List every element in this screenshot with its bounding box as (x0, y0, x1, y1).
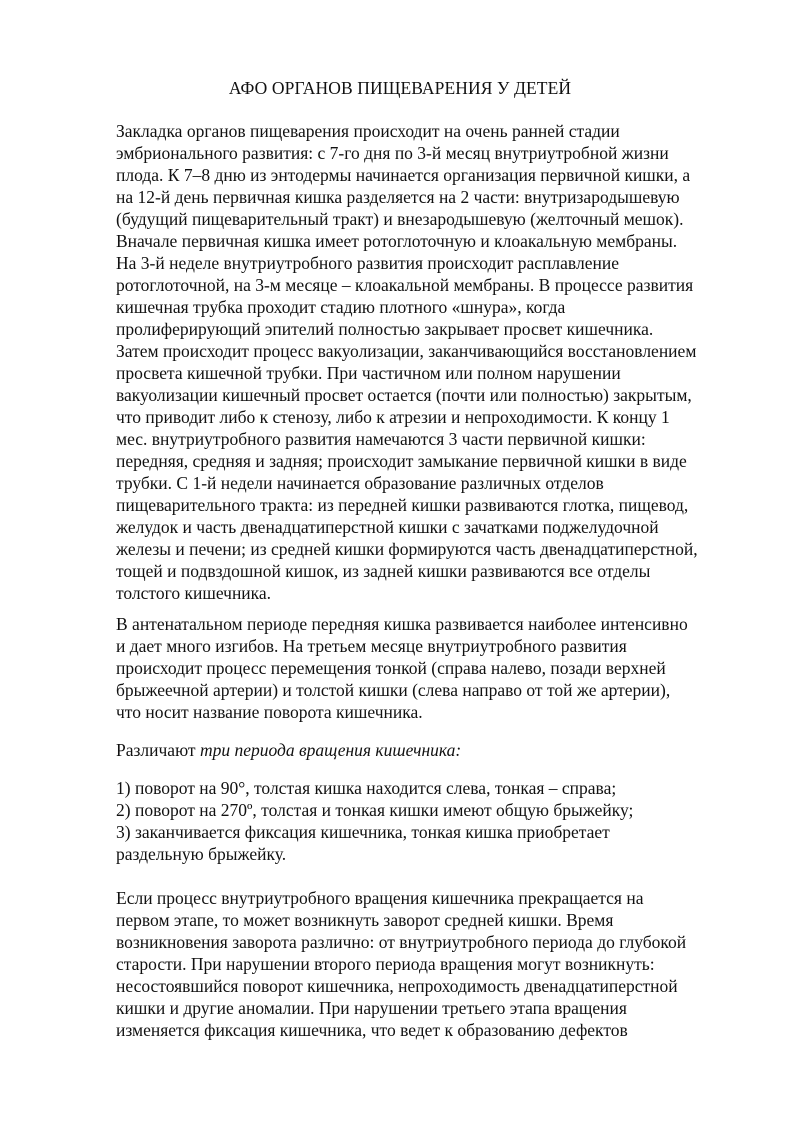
list-item-continuation: раздельную брыжейку. (116, 844, 287, 864)
paragraph-line: просвета кишечной трубки. При частичном или полном нарушении (116, 363, 621, 383)
paragraph-line: мес. внутриутробного развития намечаются 3 части первичной кишки: (116, 429, 646, 449)
paragraph-line: эмбрионального развития: с 7-го дня по 3-й месяц внутриутробной жизни (116, 143, 669, 163)
paragraph-line: На 3-й неделе внутриутробного развития происходит расплавление (116, 253, 619, 273)
paragraph-line: и дает много изгибов. На третьем месяце внутриутробного развития (116, 636, 627, 656)
paragraph-line: толстого кишечника. (116, 583, 272, 603)
paragraph-line: плода. К 7–8 дню из энтодермы начинается организация первичной кишки, а (116, 165, 691, 185)
paragraph-line: брыжеечной артерии) и толстой кишки (слева направо от той же артерии), (116, 680, 671, 700)
rotation-periods-list (116, 777, 756, 865)
paragraph-line: происходит процесс перемещения тонкой (справа налево, позади верхней (116, 658, 666, 678)
rotation-intro-emphasis: три периода вращения кишечника: (199, 740, 462, 760)
paragraph-line: кишки и другие аномалии. При нарушении третьего этапа вращения (116, 998, 627, 1018)
rotation-intro (116, 739, 756, 761)
paragraph-line: В антенатальном периоде передняя кишка развивается наиболее интенсивно (116, 614, 688, 634)
paragraph-rotation-disorders (116, 887, 756, 1041)
paragraph-line: трубки. С 1-й недели начинается образование различных отделов (116, 473, 604, 493)
list-item: 3) заканчивается фиксация кишечника, тонкая кишка приобретает (116, 822, 610, 842)
paragraph-line: ротоглоточной, на 3-м месяце – клоакальной мембраны. В процессе развития (116, 275, 694, 295)
paragraph-line: тощей и подвздошной кишок, из задней кишки развиваются все отделы (116, 561, 651, 581)
paragraph-line: Вначале первичная кишка имеет ротоглоточную и клоакальную мембраны. (116, 231, 678, 251)
paragraph-line: кишечная трубка проходит стадию плотного «шнура», когда (116, 297, 566, 317)
paragraph-line: Если процесс внутриутробного вращения кишечника прекращается на (116, 888, 644, 908)
paragraph-line: (будущий пищеварительный тракт) и внезародышевую (желточный мешок). (116, 209, 684, 229)
paragraph-line: изменяется фиксация кишечника, что ведет к образованию дефектов (116, 1020, 628, 1040)
page-title: АФО ОРГАНОВ ПИЩЕВАРЕНИЯ У ДЕТЕЙ (228, 78, 572, 98)
list-item: 2) поворот на 270º, толстая и тонкая кишки имеют общую брыжейку; (116, 800, 634, 820)
paragraph-line: что носит название поворота кишечника. (116, 702, 423, 722)
paragraph-line: пролиферирующий эпителий полностью закрывает просвет кишечника. (116, 319, 654, 339)
paragraph-line: Закладка органов пищеварения происходит на очень ранней стадии (116, 121, 620, 141)
paragraph-line: пищеварительного тракта: из передней кишки развиваются глотка, пищевод, (116, 495, 689, 515)
paragraph-line: несостоявшийся поворот кишечника, непроходимость двенадцатиперстной (116, 976, 678, 996)
paragraph-line: Затем происходит процесс вакуолизации, заканчивающийся восстановлением (116, 341, 697, 361)
paragraph-line: первом этапе, то может возникнуть заворот средней кишки. Время (116, 910, 614, 930)
rotation-intro-prefix: Различают (116, 740, 200, 760)
list-item: 1) поворот на 90°, толстая кишка находится слева, тонкая – справа; (116, 778, 617, 798)
paragraph-line: желудок и часть двенадцатиперстной кишки с зачатками поджелудочной (116, 517, 659, 537)
paragraph-line: передняя, средняя и задняя; происходит замыкание первичной кишки в виде (116, 451, 687, 471)
paragraph-line: вакуолизации кишечный просвет остается (почти или полностью) закрытым, (116, 385, 692, 405)
paragraph-embryology (116, 120, 756, 604)
paragraph-line: на 12-й день первичная кишка разделяется на 2 части: внутризародышевую (116, 187, 680, 207)
paragraph-line: железы и печени; из средней кишки формируются часть двенадцатиперстной, (116, 539, 698, 559)
paragraph-line: возникновения заворота различно: от внутриутробного периода до глубокой (116, 932, 687, 952)
rotation-intro-line (116, 739, 756, 761)
paragraph-line: старости. При нарушении второго периода вращения могут возникнуть: (116, 954, 655, 974)
paragraph-line: что приводит либо к стенозу, либо к атрезии и непроходимости. К концу 1 (116, 407, 670, 427)
paragraph-antenatal (116, 613, 756, 723)
